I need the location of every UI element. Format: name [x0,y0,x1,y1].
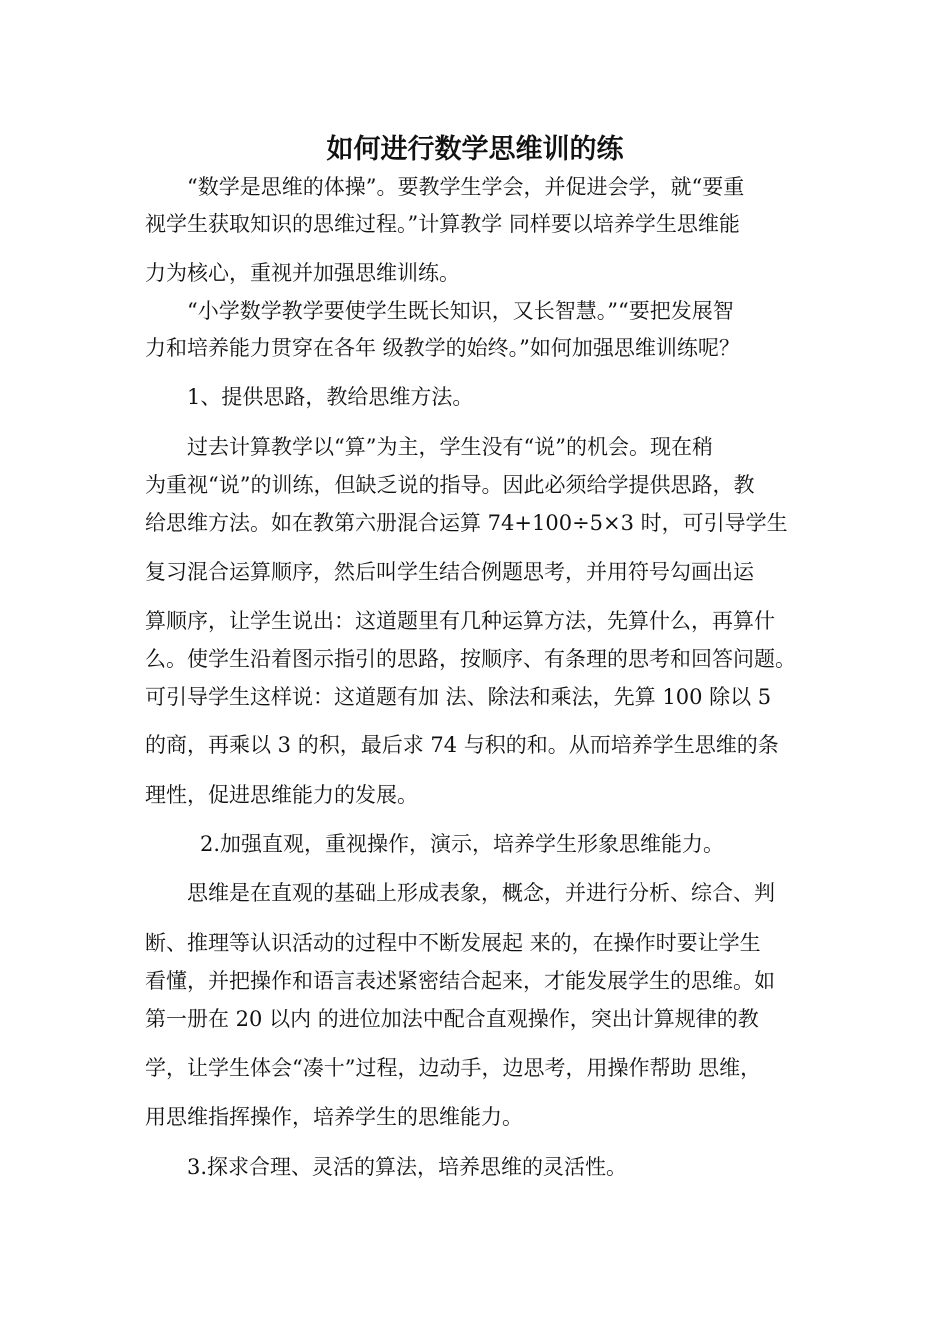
paragraph-line: 力为核心，重视并加强思维训练。 [145,261,460,285]
paragraph-line: “小学数学教学要使学生既长知识，又长智慧。”“要把发展智 [187,299,734,323]
paragraph-line: 可引导学生这样说：这道题有加 法、除法和乘法，先算 100 除以 5 [145,685,772,709]
paragraph-line: 的商，再乘以 3 的积，最后求 74 与积的和。从而培养学生思维的条 [145,733,779,757]
paragraph-line: 么。使学生沿着图示指引的思路，按顺序、有条理的思考和回答问题。 [145,647,796,671]
paragraph-line: 第一册在 20 以内 的进位加法中配合直观操作，突出计算规律的教 [145,1007,759,1031]
paragraph-line: 算顺序，让学生说出：这道题里有几种运算方法，先算什么，再算什 [145,609,775,633]
paragraph-line: 复习混合运算顺序，然后叫学生结合例题思考，并用符号勾画出运 [145,560,754,584]
paragraph-line: “数学是思维的体操”。要教学生学会，并促进会学，就“要重 [187,175,745,199]
paragraph-line: 为重视“说”的训练，但缺乏说的指导。因此必须给学提供思路，教 [145,473,755,497]
paragraph-line: 理性，促进思维能力的发展。 [145,783,418,807]
paragraph-line: 思维是在直观的基础上形成表象，概念，并进行分析、综合、判 [187,881,775,905]
section-heading: 3.探求合理、灵活的算法，培养思维的灵活性。 [187,1155,628,1179]
document-title: 如何进行数学思维训的练 [326,134,624,165]
section-heading: 2.加强直观，重视操作，演示，培养学生形象思维能力。 [200,832,725,856]
paragraph-line: 过去计算教学以“算”为主，学生没有“说”的机会。现在稍 [187,435,713,459]
paragraph-line: 断、推理等认识活动的过程中不断发展起 来的，在操作时要让学生 [145,931,761,955]
section-heading: 1、提供思路，教给思维方法。 [187,385,474,409]
paragraph-line: 学，让学生体会“凑十”过程，边动手，边思考，用操作帮助 思维， [145,1056,762,1080]
paragraph-line: 视学生获取知识的思维过程。”计算教学 同样要以培养学生思维能 [145,212,740,236]
paragraph-line: 用思维指挥操作，培养学生的思维能力。 [145,1105,523,1129]
paragraph-line: 给思维方法。如在教第六册混合运算 74+100÷5×3 时，可引导学生 [145,511,788,535]
paragraph-line: 看懂，并把操作和语言表述紧密结合起来，才能发展学生的思维。如 [145,969,775,993]
paragraph-line: 力和培养能力贯穿在各年 级教学的始终。”如何加强思维训练呢？ [145,336,740,360]
